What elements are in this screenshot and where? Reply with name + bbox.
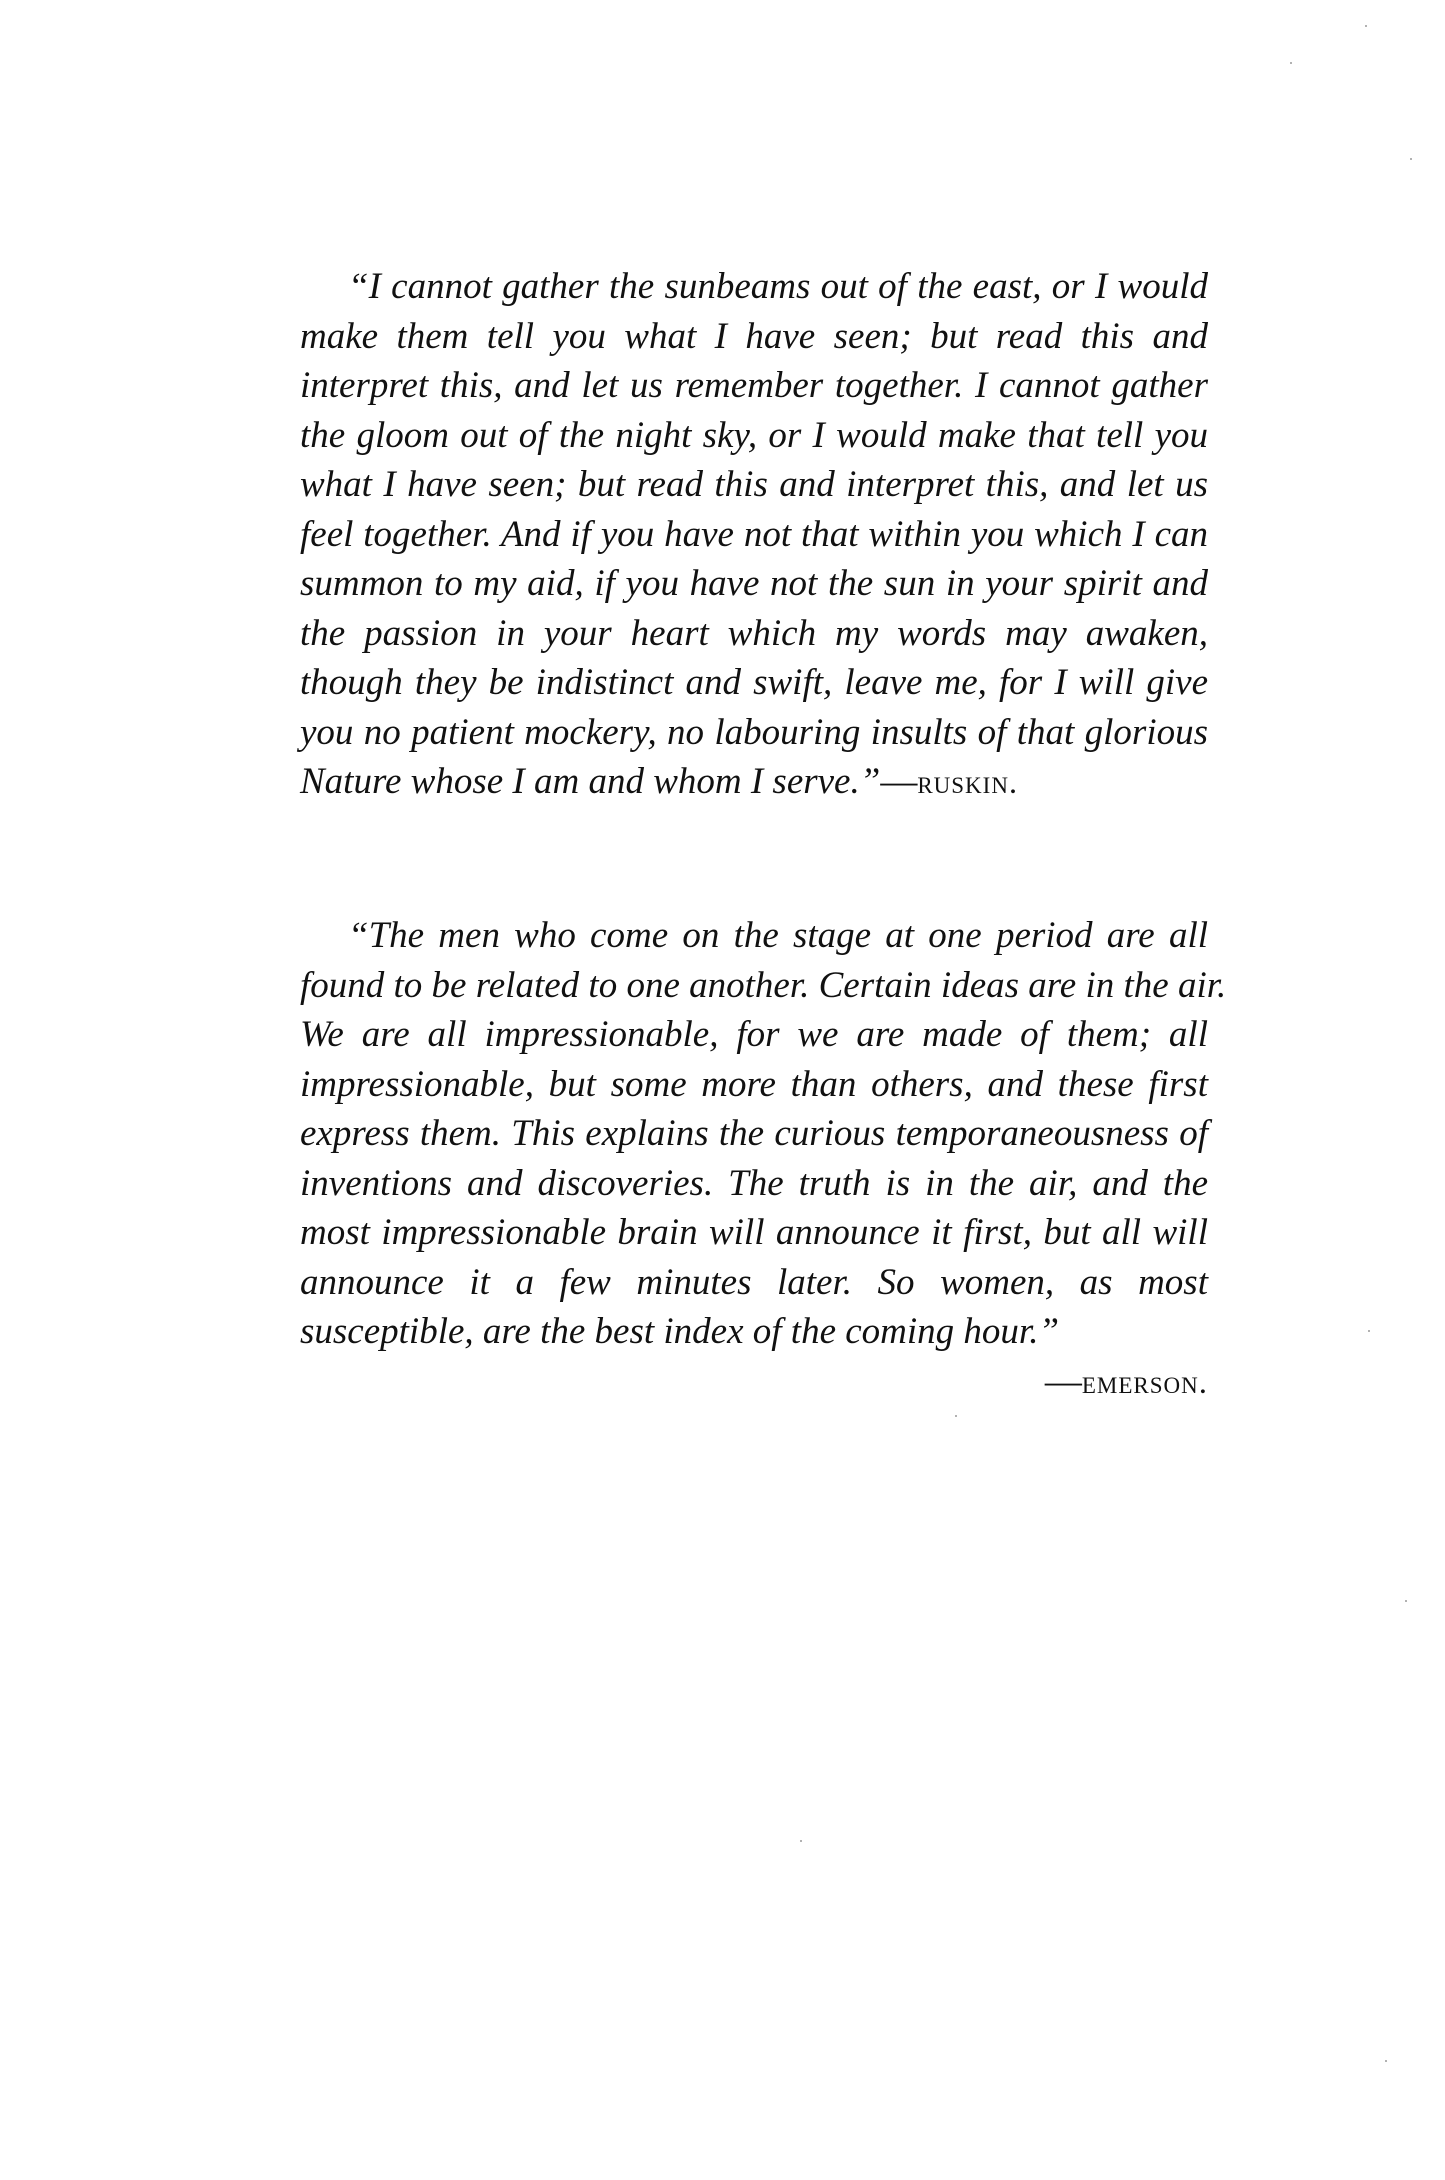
quote-line: “The men who come on the stage at one period are all <box>348 915 1208 956</box>
quote-line: most impressionable brain will announce it first, but all will <box>300 1212 1208 1253</box>
quote-line-last <box>300 757 1208 809</box>
quote-line: the passion in your heart which my words may awaken, <box>300 612 1208 654</box>
ruskin-attribution: ruskin. <box>917 765 1019 801</box>
scan-speck <box>1368 1330 1370 1332</box>
scan-speck <box>955 1415 957 1417</box>
scan-speck <box>1290 62 1292 64</box>
quote-line: found to be related to one another. Certain ideas are in the air. <box>300 964 1227 1006</box>
quote-line: Nature whose I am and whom I serve.” <box>300 761 881 802</box>
emerson-quote <box>300 911 1227 1408</box>
quote-line: you no patient mockery, no labouring insults of that glorious <box>300 711 1208 753</box>
emerson-attribution: emerson. <box>1081 1364 1208 1401</box>
quote-line: feel together. And if you have not that within you which I can <box>300 513 1208 555</box>
quote-line: summon to my aid, if you have not the sun in your spirit and <box>300 563 1208 604</box>
scan-speck <box>1385 2060 1387 2062</box>
emerson-quote-text <box>300 911 1227 1408</box>
emerson-attribution-line <box>300 1357 1208 1409</box>
quote-line: announce it a few minutes later. So women, as most <box>300 1261 1208 1303</box>
scan-speck <box>1365 25 1367 27</box>
quote-line: what I have seen; but read this and interpret this, and let us <box>300 464 1208 505</box>
quote-line: We are all impressionable, for we are made of them; all <box>300 1014 1208 1055</box>
quote-line: make them tell you what I have seen; but read this and <box>300 315 1208 357</box>
attribution-dash: — <box>1044 1360 1082 1402</box>
quote-line: “I cannot gather the sunbeams out of the east, or I would <box>348 266 1208 307</box>
scan-speck <box>1410 158 1412 160</box>
quote-line: interpret this, and let us remember together. I cannot gather <box>300 365 1208 406</box>
quote-line: inventions and discoveries. The truth is in the air, and the <box>300 1162 1208 1204</box>
quote-line: the gloom out of the night sky, or I would make that tell you <box>300 414 1208 456</box>
ruskin-quote-text <box>300 262 1208 809</box>
quote-line: express them. This explains the curious temporaneousness of <box>300 1113 1208 1154</box>
quote-line: susceptible, are the best index of the coming hour.” <box>300 1311 1060 1352</box>
ruskin-quote <box>300 262 1208 809</box>
quote-line: impressionable, but some more than others, and these first <box>300 1063 1208 1105</box>
scan-speck <box>1405 1600 1407 1602</box>
quote-line: though they be indistinct and swift, leave me, for I will give <box>300 662 1208 703</box>
attribution-dash: — <box>880 761 918 802</box>
scan-speck <box>800 1840 802 1842</box>
